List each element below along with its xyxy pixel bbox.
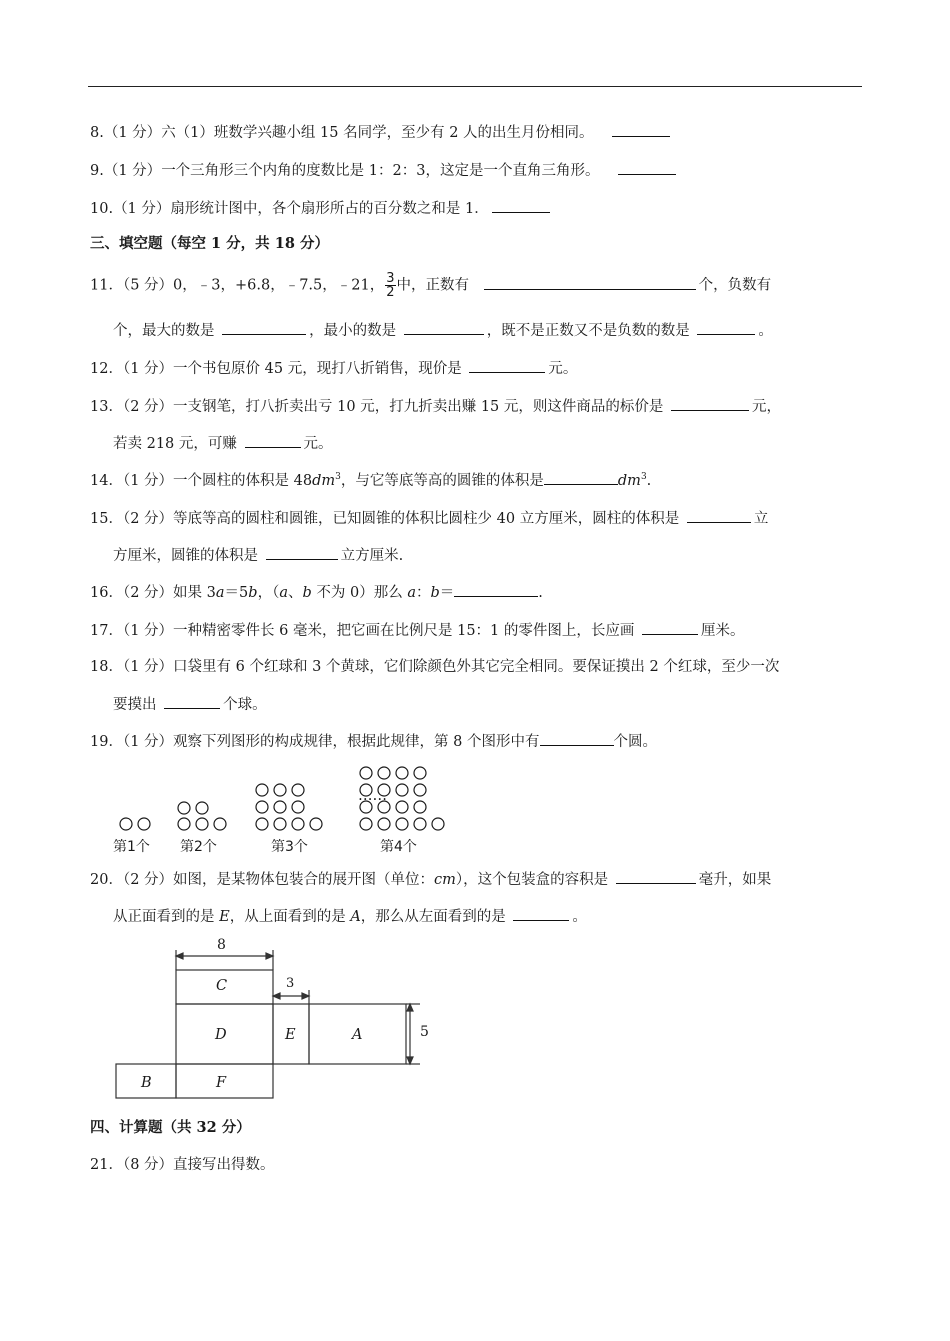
variable-a: a — [215, 585, 225, 601]
pattern-circle — [274, 801, 286, 813]
variable-a: a — [279, 585, 288, 601]
question-score: （2 分） — [122, 585, 174, 601]
question-12 — [90, 358, 577, 379]
question-number: 16． — [90, 585, 123, 601]
question-text: 一个圆柱的体积是 48 — [173, 473, 313, 489]
fraction-numerator: 3 — [386, 271, 395, 286]
question-text: 一个三角形三个内角的度数比是 1：2：3，这定是一个直角三角形。 — [161, 163, 600, 179]
question-text: . — [646, 473, 652, 489]
pattern-ellipsis: …… — [358, 788, 387, 804]
pattern-circle — [214, 818, 226, 830]
pattern-circle — [274, 818, 286, 830]
question-8 — [90, 122, 673, 143]
pattern-circle — [310, 818, 322, 830]
question-text: 口袋里有 6 个红球和 3 个黄球，它们除颜色外其它完全相同。要保证摸出 2 个红球，至少一次 — [173, 659, 780, 675]
face-label-e: E — [219, 909, 230, 925]
question-14 — [90, 470, 651, 491]
question-number: 8. — [90, 125, 104, 141]
net-dim-mid: 3 — [286, 976, 295, 991]
pattern-circle — [360, 818, 372, 830]
question-score: （1 分） — [122, 659, 174, 675]
pattern-circle — [378, 818, 390, 830]
question-number: 12． — [90, 361, 123, 377]
question-text: 如图，是某物体包装合的展开图（单位： — [173, 872, 435, 888]
pattern-circle — [414, 801, 426, 813]
question-score: （1 分） — [122, 734, 174, 750]
pattern-circle — [256, 818, 268, 830]
question-text: ，那么从左面看到的是 — [360, 909, 506, 925]
question-20 — [90, 869, 771, 890]
variable-a: a — [407, 585, 416, 601]
question-score: （5 分） — [122, 277, 174, 294]
answer-blank[interactable] — [544, 470, 618, 485]
pattern-label-2: 第2个 — [180, 839, 217, 855]
question-text: ，最小的数是 — [309, 323, 397, 339]
question-text: 要摸出 — [113, 697, 157, 713]
question-text: 个，最大的数是 — [113, 323, 215, 339]
question-17 — [90, 620, 745, 641]
question-11 — [90, 272, 771, 299]
exponent: 3 — [640, 472, 647, 483]
answer-blank-price[interactable] — [671, 396, 749, 411]
pattern-circle — [292, 818, 304, 830]
pattern-circle — [414, 784, 426, 796]
question-score: （1 分） — [113, 201, 171, 217]
question-text: 观察下列图形的构成规律，根据此规律，第 8 个图形中有 — [173, 734, 540, 750]
pattern-circle — [292, 801, 304, 813]
answer-blank[interactable] — [612, 122, 670, 137]
pattern-circle — [196, 818, 208, 830]
question-number: 15． — [90, 511, 123, 527]
net-label-b: B — [141, 1075, 152, 1091]
unit-dm: dm — [617, 473, 641, 489]
question-text: 个圆。 — [613, 734, 657, 750]
pattern-circle — [414, 767, 426, 779]
question-number: 17． — [90, 623, 123, 639]
pattern-circle — [178, 818, 190, 830]
pattern-circle — [178, 802, 190, 814]
pattern-label-1: 第1个 — [113, 839, 150, 855]
question-text: 元， — [752, 399, 781, 415]
question-score: （1 分） — [122, 473, 174, 489]
question-text: 元。 — [548, 361, 578, 377]
question-15-line2 — [113, 545, 403, 566]
question-text: ，与它等底等高的圆锥的体积是 — [340, 473, 544, 489]
net-label-f: F — [216, 1075, 227, 1091]
question-20-line2 — [113, 906, 587, 927]
question-text: ），这个包装盒的容积是 — [455, 872, 609, 888]
question-score: （1 分） — [103, 125, 162, 141]
question-9 — [90, 160, 679, 181]
answer-blank[interactable] — [469, 358, 545, 373]
pattern-circle — [138, 818, 150, 830]
answer-blank-profit[interactable] — [245, 433, 301, 448]
question-text: 六（1）班数学兴趣小组 15 名同学，至少有 2 人的出生月份相同。 — [161, 125, 594, 141]
question-score: （1 分） — [122, 623, 174, 639]
pattern-circle — [120, 818, 132, 830]
question-score: （1 分） — [122, 361, 174, 377]
question-number: 9. — [90, 163, 104, 179]
exponent: 3 — [335, 472, 341, 483]
question-text: 个球。 — [223, 697, 267, 713]
variable-b: b — [302, 585, 312, 601]
question-text: ＝ — [439, 585, 455, 601]
fraction — [385, 272, 395, 299]
question-text: 如果 3 — [173, 585, 216, 601]
variable-b: b — [248, 585, 258, 601]
question-text: ，既不是正数又不是负数的数是 — [486, 323, 690, 339]
net-dim-right: 5 — [420, 1024, 429, 1040]
question-text: . — [538, 585, 543, 601]
answer-blank-cone[interactable] — [266, 545, 338, 560]
question-text: 个，负数有 — [698, 277, 772, 294]
question-10 — [90, 198, 553, 219]
pattern-circle — [196, 802, 208, 814]
question-number: 11． — [90, 277, 123, 294]
question-13-line2 — [113, 433, 333, 454]
question-score: （2 分） — [122, 511, 174, 527]
net-label-c: C — [216, 978, 228, 994]
net-dim-top: 8 — [217, 937, 226, 953]
answer-blank[interactable] — [492, 198, 550, 213]
pattern-label-3: 第3个 — [271, 839, 308, 855]
pattern-circle — [378, 767, 390, 779]
question-number: 14． — [90, 473, 123, 489]
question-number: 13． — [90, 399, 123, 415]
answer-blank-positive[interactable] — [484, 275, 696, 290]
question-text: 0，﹣3，+6.8，﹣7.5，﹣21， — [173, 277, 385, 294]
question-score: （1 分） — [103, 163, 162, 179]
section-4-heading: 四、计算题（共 32 分） — [90, 1119, 251, 1136]
pattern-circle — [396, 801, 408, 813]
question-text: ，从上面看到的是 — [229, 909, 351, 925]
question-text: 。 — [572, 909, 587, 925]
net-label-e: E — [285, 1027, 296, 1043]
box-net-figure — [110, 936, 440, 1106]
question-text: 方厘米，圆锥的体积是 — [113, 548, 258, 564]
question-text: 毫升，如果 — [698, 872, 772, 888]
question-number: 18． — [90, 659, 123, 675]
pattern-circle — [274, 784, 286, 796]
question-13 — [90, 396, 781, 417]
question-text: 厘米。 — [701, 623, 745, 639]
answer-blank-cylinder[interactable] — [687, 508, 751, 523]
question-text: 一支钢笔，打八折卖出亏 10 元，打九折卖出赚 15 元，则这件商品的标价是 — [173, 399, 664, 415]
pattern-circle — [432, 818, 444, 830]
pattern-label-4: 第4个 — [380, 839, 417, 855]
question-16 — [90, 582, 543, 603]
question-text: 、 — [287, 585, 303, 601]
answer-blank-left-view[interactable] — [513, 906, 569, 921]
pattern-circle — [414, 818, 426, 830]
question-text: 立方厘米. — [340, 548, 404, 564]
question-number: 10. — [90, 201, 114, 217]
question-score: （2 分） — [122, 399, 174, 415]
question-19 — [90, 731, 657, 752]
answer-blank-zero[interactable] — [697, 320, 755, 335]
question-18 — [90, 657, 779, 677]
face-label-a: A — [350, 909, 361, 925]
answer-blank[interactable] — [618, 160, 676, 175]
question-text: 立 — [753, 511, 769, 527]
question-text: 一种精密零件长 6 毫米，把它画在比例尺是 15：1 的零件图上，长应画 — [173, 623, 635, 639]
pattern-circle — [396, 818, 408, 830]
question-text: 不为 0）那么 — [311, 585, 408, 601]
question-number: 19． — [90, 734, 123, 750]
answer-blank-max[interactable] — [222, 320, 306, 335]
answer-blank[interactable] — [454, 582, 538, 597]
pattern-circle — [360, 767, 372, 779]
question-text: 若卖 218 元，可赚 — [113, 436, 237, 452]
question-11-line2 — [113, 320, 773, 341]
header-rule — [88, 86, 862, 87]
pattern-circle — [396, 767, 408, 779]
question-text: 等底等高的圆柱和圆锥，已知圆锥的体积比圆柱少 40 立方厘米，圆柱的体积是 — [173, 511, 680, 527]
question-text: 直接写出得数。 — [173, 1157, 275, 1173]
unit-dm: dm — [312, 473, 336, 489]
pattern-circle — [396, 784, 408, 796]
question-text: 中，正数有 — [396, 277, 469, 294]
question-15 — [90, 508, 768, 529]
question-text: ＝5 — [224, 585, 249, 601]
question-score: （2 分） — [122, 872, 174, 888]
question-text: 从正面看到的是 — [113, 909, 220, 925]
answer-blank-volume[interactable] — [616, 869, 696, 884]
question-text: ，（ — [257, 585, 280, 601]
question-text: 元。 — [303, 436, 333, 452]
pattern-circle — [256, 801, 268, 813]
pattern-circle — [256, 784, 268, 796]
question-score: （8 分） — [122, 1157, 174, 1173]
question-text: 扇形统计图中，各个扇形所占的百分数之和是 1． — [170, 201, 489, 217]
answer-blank[interactable] — [164, 694, 220, 709]
circle-pattern-figure — [110, 762, 530, 862]
question-18-line2 — [113, 694, 267, 715]
pattern-circle — [292, 784, 304, 796]
question-number: 20． — [90, 872, 123, 888]
answer-blank[interactable] — [540, 731, 614, 746]
net-label-a: A — [352, 1027, 363, 1043]
question-text: 。 — [758, 323, 773, 339]
question-text: ： — [416, 585, 431, 601]
unit-cm: cm — [434, 872, 456, 888]
question-number: 21． — [90, 1157, 123, 1173]
section-3-heading: 三、填空题（每空 1 分，共 18 分） — [90, 235, 329, 252]
answer-blank-min[interactable] — [404, 320, 484, 335]
net-label-d: D — [215, 1027, 227, 1043]
question-text: 一个书包原价 45 元，现打八折销售，现价是 — [173, 361, 462, 377]
question-21 — [90, 1155, 275, 1175]
variable-b: b — [430, 585, 440, 601]
answer-blank[interactable] — [642, 620, 698, 635]
fraction-denominator: 2 — [386, 285, 395, 300]
